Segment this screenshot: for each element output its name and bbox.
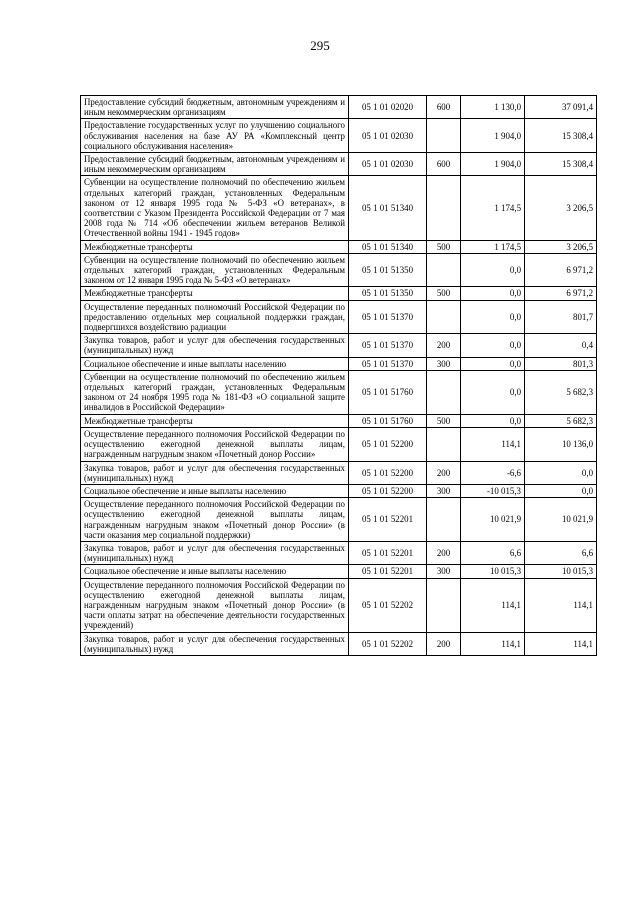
row-amount-2: 10 015,3 — [525, 565, 597, 578]
row-amount-2: 801,7 — [525, 300, 597, 334]
row-code: 05 1 01 52200 — [349, 427, 427, 461]
row-amount-1: 0,0 — [461, 253, 525, 287]
row-amount-1: 0,0 — [461, 287, 525, 300]
row-expense-type: 300 — [427, 565, 461, 578]
table-row — [81, 632, 597, 655]
row-amount-1: -6,6 — [461, 461, 525, 484]
row-name: Закупка товаров, работ и услуг для обеспечения государственных (муниципальных) нужд — [81, 541, 349, 564]
row-amount-1: 114,1 — [461, 427, 525, 461]
row-name: Осуществление переданного полномочия Российской Федерации по осуществлению ежегодной денежной выплаты лицам, награжденным нагрудным знаком «Почетный донор России» (в части оплаты затрат на обеспечение деятельности государственных учреждений) — [81, 578, 349, 632]
table-row — [81, 176, 597, 240]
row-name: Осуществление переданных полномочий Российской Федерации по предоставлению отдельных мер социальной поддержки граждан, подвергшихся воздействию радиации — [81, 300, 349, 334]
row-code: 05 1 01 52201 — [349, 541, 427, 564]
row-amount-1: 10 021,9 — [461, 498, 525, 542]
table-row — [81, 153, 597, 176]
row-amount-2: 0,0 — [525, 484, 597, 497]
row-code: 05 1 01 52201 — [349, 498, 427, 542]
row-amount-1: 0,0 — [461, 370, 525, 414]
row-code: 05 1 01 51370 — [349, 357, 427, 370]
row-name: Субвенции на осуществление полномочий по обеспечению жильем отдельных категорий граждан, установленных Федеральным законом от 12 января 1995 года № 5-ФЗ «О ветеранах» — [81, 253, 349, 287]
row-amount-1: 1 904,0 — [461, 153, 525, 176]
row-name: Закупка товаров, работ и услуг для обеспечения государственных (муниципальных) нужд — [81, 334, 349, 357]
row-amount-1: 1 174,5 — [461, 176, 525, 240]
table-row — [81, 253, 597, 287]
table-row — [81, 240, 597, 253]
row-code: 05 1 01 52201 — [349, 565, 427, 578]
row-amount-1: 0,0 — [461, 414, 525, 427]
row-amount-2: 15 308,4 — [525, 153, 597, 176]
row-name: Предоставление государственных услуг по улучшению социального обслуживания населения на базе АУ РА «Комплексный центр социального обслуживания населения» — [81, 119, 349, 153]
table-row — [81, 541, 597, 564]
row-expense-type — [427, 119, 461, 153]
table-row — [81, 287, 597, 300]
row-code: 05 1 01 52202 — [349, 632, 427, 655]
row-name: Осуществление переданного полномочия Российской Федерации по осуществлению ежегодной денежной выплаты лицам, награжденным нагрудным знаком «Почетный донор России» — [81, 427, 349, 461]
row-amount-2: 0,0 — [525, 461, 597, 484]
row-amount-1: 6,6 — [461, 541, 525, 564]
row-amount-2: 3 206,5 — [525, 240, 597, 253]
table-row — [81, 578, 597, 632]
row-amount-2: 114,1 — [525, 578, 597, 632]
table-row — [81, 300, 597, 334]
row-amount-2: 37 091,4 — [525, 96, 597, 119]
row-code: 05 1 01 51370 — [349, 300, 427, 334]
table-row — [81, 427, 597, 461]
row-code: 05 1 01 51340 — [349, 240, 427, 253]
table-row — [81, 334, 597, 357]
table-row — [81, 414, 597, 427]
table-row — [81, 119, 597, 153]
row-amount-2: 6 971,2 — [525, 287, 597, 300]
table-row — [81, 357, 597, 370]
row-code: 05 1 01 52200 — [349, 461, 427, 484]
table-row — [81, 498, 597, 542]
row-expense-type: 200 — [427, 461, 461, 484]
row-expense-type — [427, 498, 461, 542]
row-name: Социальное обеспечение и иные выплаты населению — [81, 565, 349, 578]
row-amount-1: 114,1 — [461, 578, 525, 632]
row-name: Предоставление субсидий бюджетным, автономным учреждениям и иным некоммерческим организациям — [81, 96, 349, 119]
row-amount-2: 0,4 — [525, 334, 597, 357]
row-expense-type — [427, 578, 461, 632]
row-amount-1: 0,0 — [461, 334, 525, 357]
row-code: 05 1 01 52200 — [349, 484, 427, 497]
row-name: Межбюджетные трансферты — [81, 287, 349, 300]
row-amount-2: 10 021,9 — [525, 498, 597, 542]
row-amount-2: 6,6 — [525, 541, 597, 564]
row-amount-1: 1 174,5 — [461, 240, 525, 253]
row-amount-1: 0,0 — [461, 300, 525, 334]
row-code: 05 1 01 51340 — [349, 176, 427, 240]
row-code: 05 1 01 51760 — [349, 414, 427, 427]
table-row — [81, 484, 597, 497]
row-expense-type: 500 — [427, 414, 461, 427]
row-amount-2: 801,3 — [525, 357, 597, 370]
row-code: 05 1 01 51350 — [349, 287, 427, 300]
row-name: Социальное обеспечение и иные выплаты населению — [81, 484, 349, 497]
table-row — [81, 461, 597, 484]
row-name: Субвенции на осуществление полномочий по обеспечению жильем отдельных категорий граждан, установленных Федеральным законом от 24 ноября 1995 года № 181-ФЗ «О социальной защите инвалидов в Российской Федерации» — [81, 370, 349, 414]
row-name: Межбюджетные трансферты — [81, 414, 349, 427]
row-expense-type — [427, 300, 461, 334]
row-code: 05 1 01 02030 — [349, 153, 427, 176]
row-name: Закупка товаров, работ и услуг для обеспечения государственных (муниципальных) нужд — [81, 461, 349, 484]
table-row — [81, 96, 597, 119]
row-amount-2: 5 682,3 — [525, 370, 597, 414]
row-amount-2: 6 971,2 — [525, 253, 597, 287]
row-code: 05 1 01 52202 — [349, 578, 427, 632]
row-expense-type: 200 — [427, 541, 461, 564]
row-amount-1: 0,0 — [461, 357, 525, 370]
row-expense-type: 300 — [427, 357, 461, 370]
table-row — [81, 370, 597, 414]
row-name: Межбюджетные трансферты — [81, 240, 349, 253]
row-amount-1: -10 015,3 — [461, 484, 525, 497]
row-expense-type — [427, 427, 461, 461]
row-amount-1: 10 015,3 — [461, 565, 525, 578]
row-expense-type: 600 — [427, 96, 461, 119]
row-name: Субвенции на осуществление полномочий по обеспечению жильем отдельных категорий граждан, установленных Федеральным законом от 12 января 1995 года № 5-ФЗ «О ветеранах», в соответствии с Указом Президента Российской Федерации от 7 мая 2008 года № 714 «Об обеспечении жильем ветеранов Великой Отечественной войны 1941 - 1945 годов» — [81, 176, 349, 240]
row-expense-type — [427, 176, 461, 240]
row-amount-2: 5 682,3 — [525, 414, 597, 427]
row-name: Социальное обеспечение и иные выплаты населению — [81, 357, 349, 370]
row-expense-type: 500 — [427, 287, 461, 300]
budget-table-body — [81, 96, 597, 656]
budget-table — [80, 95, 597, 656]
row-code: 05 1 01 02030 — [349, 119, 427, 153]
row-name: Осуществление переданного полномочия Российской Федерации по осуществлению ежегодной денежной выплаты лицам, награжденным нагрудным знаком «Почетный донор России» (в части оказания мер социальной поддержки) — [81, 498, 349, 542]
row-expense-type: 200 — [427, 334, 461, 357]
row-code: 05 1 01 51370 — [349, 334, 427, 357]
row-code: 05 1 01 02020 — [349, 96, 427, 119]
row-amount-2: 114,1 — [525, 632, 597, 655]
row-expense-type: 600 — [427, 153, 461, 176]
row-amount-2: 10 136,0 — [525, 427, 597, 461]
page-number: 295 — [310, 38, 330, 53]
row-expense-type — [427, 253, 461, 287]
row-amount-2: 3 206,5 — [525, 176, 597, 240]
row-name: Предоставление субсидий бюджетным, автономным учреждениям и иным некоммерческим организациям — [81, 153, 349, 176]
row-name: Закупка товаров, работ и услуг для обеспечения государственных (муниципальных) нужд — [81, 632, 349, 655]
row-expense-type — [427, 370, 461, 414]
row-amount-2: 15 308,4 — [525, 119, 597, 153]
row-amount-1: 1 904,0 — [461, 119, 525, 153]
row-code: 05 1 01 51760 — [349, 370, 427, 414]
row-amount-1: 1 130,0 — [461, 96, 525, 119]
row-expense-type: 300 — [427, 484, 461, 497]
row-code: 05 1 01 51350 — [349, 253, 427, 287]
row-expense-type: 200 — [427, 632, 461, 655]
row-expense-type: 500 — [427, 240, 461, 253]
table-row — [81, 565, 597, 578]
row-amount-1: 114,1 — [461, 632, 525, 655]
